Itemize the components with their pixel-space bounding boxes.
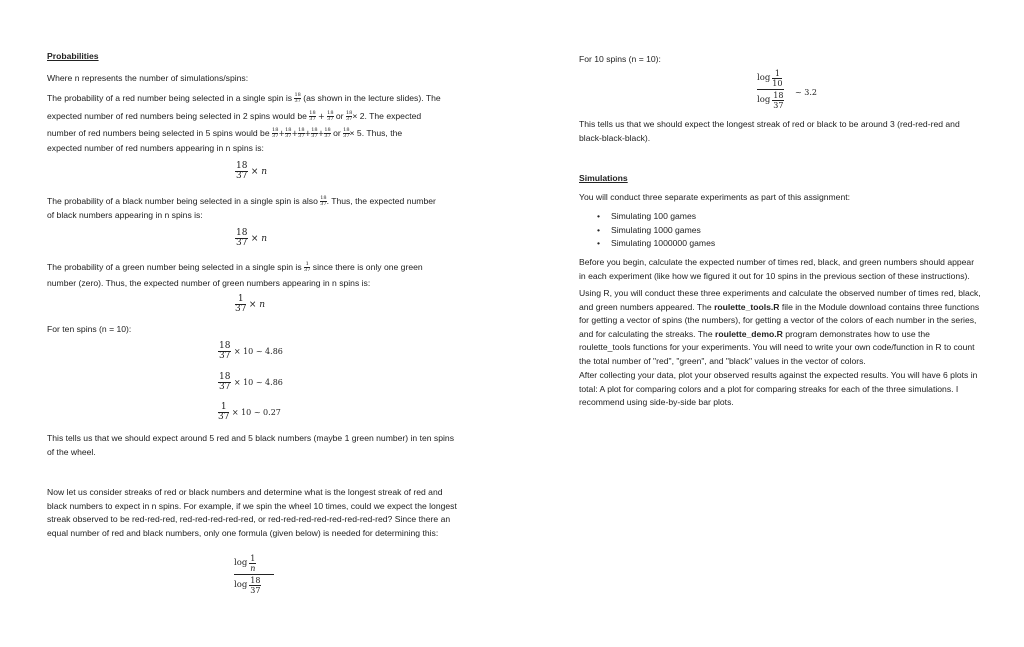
fraction-18-37: $\frac{18}{37}$ bbox=[294, 92, 301, 105]
black-paragraph: The probability of a black number being selected in a single spin is also $\frac{18}{37}$ . Thus, the expected number of black numbers appearing in n spins is: bbox=[47, 195, 436, 220]
intro-line: Where n represents the number of simulations/spins: bbox=[47, 73, 249, 83]
ten-spins-label: For ten spins (n = 10): bbox=[47, 324, 132, 334]
before-paragraph: Before you begin, calculate the expected number of times red, black, and green numbers should appear in each experiment (like how we figured it out for 10 spins in the previous section of these instructions). bbox=[579, 257, 975, 281]
simulations-intro: You will conduct three separate experiments as part of this assignment: bbox=[579, 192, 851, 202]
red-paragraph bbox=[47, 92, 467, 155]
right-conclusion: This tells us that we should expect the longest streak of red or black to be around 3 (red-red-red and black-black-black). bbox=[579, 119, 960, 143]
simulations-heading: Simulations bbox=[579, 173, 628, 183]
roulette-tools-filename: roulette_tools.R bbox=[714, 301, 780, 312]
list-item: • Simulating 1000 games bbox=[611, 224, 979, 238]
red-expected-formula: $\frac{18}{37}$ × n bbox=[236, 161, 268, 181]
roulette-demo-filename: roulette_demo.R bbox=[715, 328, 783, 339]
after-paragraph: After collecting your data, plot your observed results against the expected results. You will have 6 plots in total: A plot for comparing colors and a plot for comparing streaks for each of the three simulations. I recommend using side-by-side bar plots. bbox=[579, 370, 978, 407]
simulations-list bbox=[579, 210, 979, 251]
streaks-paragraph: Now let us consider streaks of red or black numbers and determine what is the longest streak of red and black numbers to expect in n spins. For example, if we spin the wheel 10 times, could we expect the longest streak observed to be red-red-red, red-red-red-red-red, or red-red-red-red-red-red-red-red? Since there an equal number of red and black numbers, only one formula (given below) is needed for determining this: bbox=[47, 487, 457, 538]
green-expected-formula: $\frac{1}{37}$ × n bbox=[235, 294, 266, 314]
calc-green: $\frac{1}{37}$ × 10 ~ 0.27 bbox=[218, 402, 281, 422]
red-line-3: number of red numbers being selected in 5 spins would be $\frac{18}{37}$ + $\frac{18}{37}$ + $\frac{18}{37}$ + $\frac{18}{37}$ + $\frac{18}{37}$ or $\frac{18}{37}$ × 5. Thus, the bbox=[47, 127, 403, 140]
using-r-paragraph: Using R, you will conduct these three experiments and calculate the observed number of times red, black, and green numbers appeared. The roulette_tools.R file in the Module download contains three functions for getting a vector of spins (the numbers), for getting a vector of the colors of each number in the series, and for calculating the streaks. The roulette_demo.R program demonstrates how to use the roulette_tools functions for your experiments. You will need to write your own code/function in R to count the total number of "red", "green", and "black" values in the vector of colors. bbox=[579, 288, 981, 366]
streak-formula: log $\frac{1}{n}$ log $\frac{18}{37}$ bbox=[234, 554, 274, 595]
red-line-4: expected number of red numbers appearing in n spins is: bbox=[47, 142, 264, 153]
right-ten-spins-label: For 10 spins (n = 10): bbox=[579, 54, 661, 64]
left-column bbox=[47, 50, 457, 64]
green-paragraph: The probability of a green number being selected in a single spin is $\frac{1}{37}$ since there is only one green number (zero). Thus, the expected number of green numbers appearing in n spins is: bbox=[47, 261, 423, 288]
calc-red: $\frac{18}{37}$ × 10 ~ 4.86 bbox=[219, 341, 283, 361]
list-item: • Simulating 1000000 games bbox=[611, 237, 979, 251]
right-streak-formula: log $\frac{1}{10}$ log $\frac{18}{37}$ ~ 3.2 bbox=[757, 69, 817, 110]
ten-spins-conclusion: This tells us that we should expect around 5 red and 5 black numbers (maybe 1 green number) in ten spins of the wheel. bbox=[47, 433, 454, 457]
black-expected-formula: $\frac{18}{37}$ × n bbox=[236, 228, 268, 248]
red-line-2: expected number of red numbers being selected in 2 spins would be $\frac{18}{37}$ + $\frac{18}{37}$ or $\frac{18}{37}$ × 2. The expected bbox=[47, 109, 422, 122]
probabilities-heading: Probabilities bbox=[47, 51, 99, 61]
list-item: • Simulating 100 games bbox=[611, 210, 979, 224]
calc-black: $\frac{18}{37}$ × 10 ~ 4.86 bbox=[219, 372, 283, 392]
red-line-1: The probability of a red number being selected in a single spin is $\frac{18}{37}$ (as shown in the lecture slides). The bbox=[47, 92, 441, 105]
